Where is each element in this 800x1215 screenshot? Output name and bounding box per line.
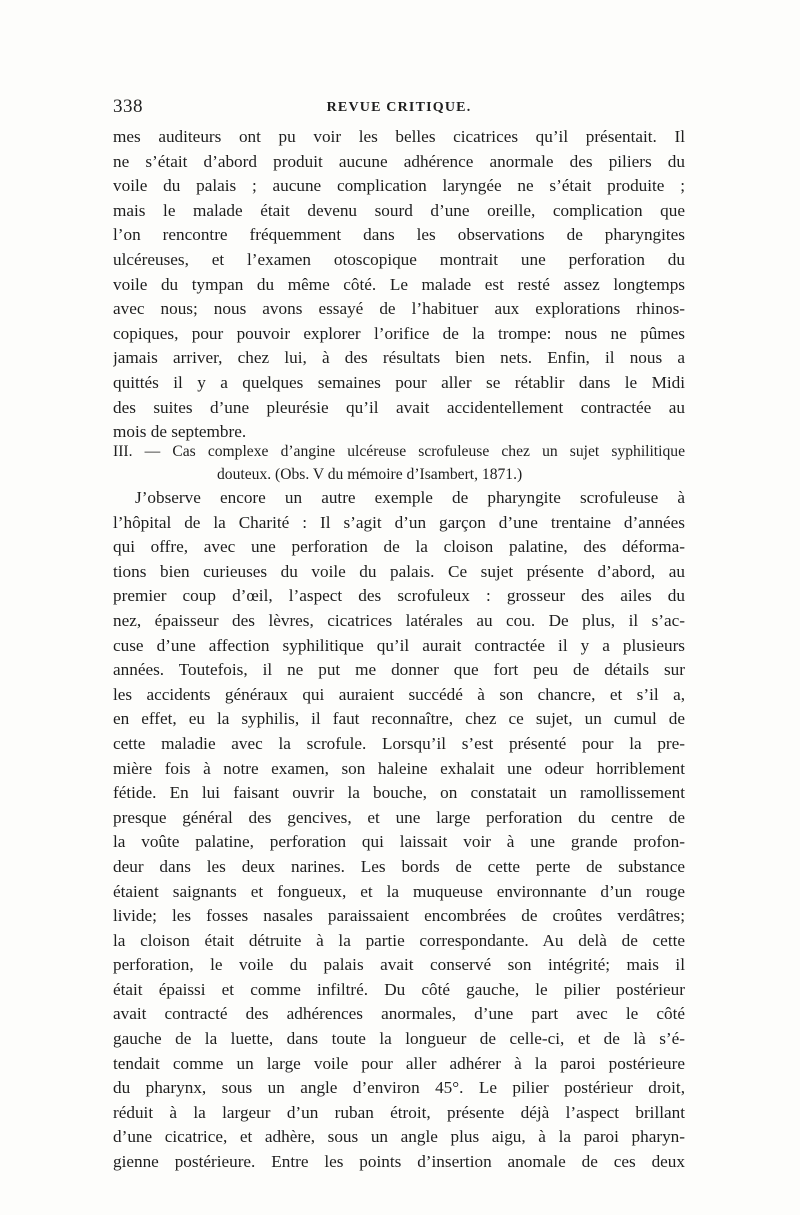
text-line: mois de septembre.: [113, 422, 247, 442]
text-line: la cloison était détruite à la partie correspondante. Au delà de cette: [113, 930, 685, 950]
paragraph-1: [113, 125, 685, 445]
text-line: J’observe encore un autre exemple de pharyngite scrofuleuse à: [135, 488, 685, 507]
text-line: nez, épaisseur des lèvres, cicatrices latérales au cou. De plus, il s’ac-: [113, 610, 685, 630]
text-line: ne s’était d’abord produit aucune adhérence anormale des piliers du: [113, 151, 685, 171]
text-line: copiques, pour pouvoir explorer l’orifice de la trompe: nous ne pûmes: [113, 323, 685, 343]
text-line: l’on rencontre fréquemment dans les observations de pharyngites: [113, 225, 685, 245]
page-number: 338: [113, 96, 143, 117]
text-line: des suites d’une pleurésie qu’il avait accidentellement contractée au: [113, 397, 685, 417]
text-line: cette maladie avec la scrofule. Lorsqu’il s’est présenté pour la pre-: [113, 733, 685, 753]
section-heading-line: douteux. (Obs. V du mémoire d’Isambert, 1871.): [217, 466, 523, 483]
section-heading: [113, 440, 685, 486]
paragraph-2: [113, 486, 685, 1175]
text-line: ulcéreuses, et l’examen otoscopique montrait une perforation du: [113, 249, 685, 269]
text-line: tions bien curieuses du voile du palais. Ce sujet présente d’abord, au: [113, 561, 685, 581]
text-line: deur dans les deux narines. Les bords de cette perte de substance: [113, 856, 685, 876]
text-line: gauche de la luette, dans toute la longueur de celle-ci, et de là s’é-: [113, 1029, 685, 1049]
text-line: voile du palais ; aucune complication laryngée ne s’était produite ;: [113, 176, 685, 196]
text-line: étaient saignants et fongueux, et la muqueuse environnante d’un rouge: [113, 881, 685, 901]
text-line: quittés il y a quelques semaines pour aller se rétablir dans le Midi: [113, 372, 685, 392]
text-line: mes auditeurs ont pu voir les belles cicatrices qu’il présentait. Il: [113, 127, 685, 146]
text-line: avait contracté des adhérences anormales, d’une part avec le côté: [113, 1004, 685, 1024]
text-line: perforation, le voile du palais avait conservé son intégrité; mais il: [113, 955, 685, 975]
running-head: REVUE CRITIQUE.: [326, 100, 472, 115]
text-line: mière fois à notre examen, son haleine exhalait une odeur horriblement: [113, 758, 685, 778]
text-line: presque général des gencives, et une large perforation du centre de: [113, 807, 685, 827]
text-line: était épaissi et comme infiltré. Du côté gauche, le pilier postérieur: [113, 979, 685, 999]
text-line: voile du tympan du même côté. Le malade est resté assez longtemps: [113, 274, 685, 294]
text-line: qui offre, avec une perforation de la cloison palatine, des déforma-: [113, 537, 685, 557]
text-line: réduit à la largeur d’un ruban étroit, présente déjà l’aspect brillant: [113, 1102, 685, 1122]
text-line: tendait comme un large voile pour aller adhérer à la paroi postérieure: [113, 1053, 685, 1073]
section-heading-line: III. — Cas complexe d’angine ulcéreuse scrofuleuse chez un sujet syphilitique: [113, 443, 685, 460]
text-line: jamais arriver, chez lui, à des résultats bien nets. Enfin, il nous a: [113, 348, 685, 368]
text-line: l’hôpital de la Charité : Il s’agit d’un garçon d’une trentaine d’années: [113, 512, 685, 532]
text-line: en effet, eu la syphilis, il faut reconnaître, chez ce sujet, un cumul de: [113, 709, 685, 729]
text-line: d’une cicatrice, et adhère, sous un angle plus aigu, à la paroi pharyn-: [113, 1127, 685, 1147]
text-line: avec nous; nous avons essayé de l’habituer aux explorations rhinos-: [113, 299, 685, 319]
text-line: les accidents généraux qui auraient succédé à son chancre, et s’il a,: [113, 684, 685, 704]
text-line: mais le malade était devenu sourd d’une oreille, complication que: [113, 200, 685, 220]
text-line: du pharynx, sous un angle d’environ 45°. Le pilier postérieur droit,: [113, 1078, 685, 1098]
text-line: livide; les fosses nasales paraissaient encombrées de croûtes verdâtres;: [113, 906, 685, 926]
text-line: la voûte palatine, perforation qui laissait voir à une grande profon-: [113, 832, 685, 852]
text-line: cuse d’une affection syphilitique qu’il aurait contractée il y a plusieurs: [113, 635, 685, 655]
text-line: premier coup d’œil, l’aspect des scrofuleux : grosseur des ailes du: [113, 586, 685, 606]
text-line: gienne postérieure. Entre les points d’insertion anomale de ces deux: [113, 1152, 685, 1172]
text-line: fétide. En lui faisant ouvrir la bouche, on constatait un ramollissement: [113, 783, 685, 803]
page-header: [113, 96, 685, 120]
text-line: années. Toutefois, il ne put me donner que fort peu de détails sur: [113, 660, 685, 680]
